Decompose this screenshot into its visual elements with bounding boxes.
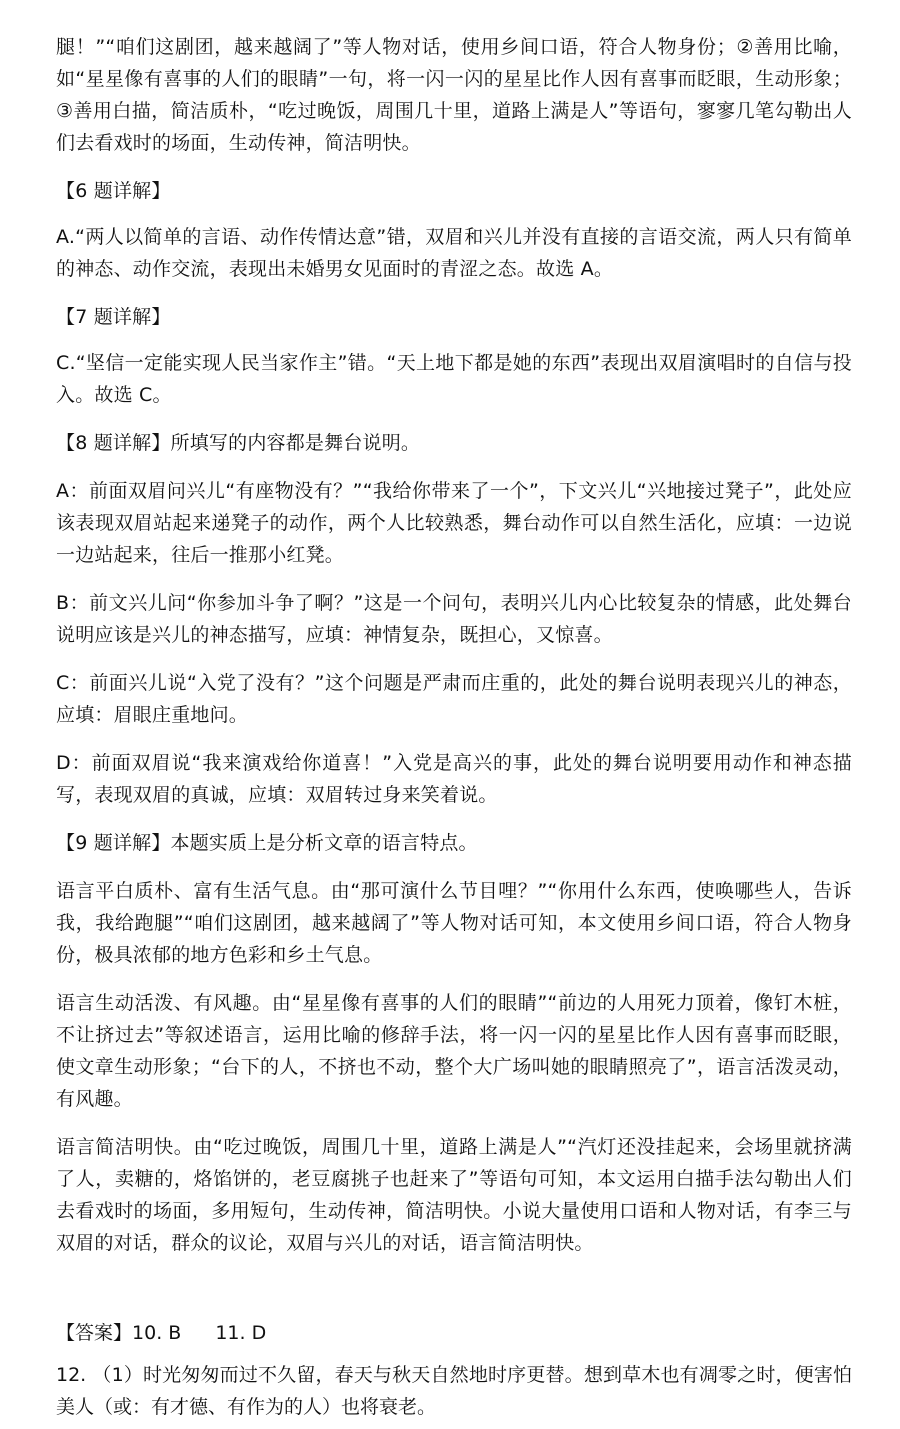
paragraph-q8-c: C：前面兴儿说“入党了没有？”这个问题是严肃而庄重的，此处的舞台说明表现兴儿的神态，应填：眉眼庄重地问。 (56, 672, 852, 726)
paragraph-q8-d: D：前面双眉说“我来演戏给你道喜！”入党是高兴的事，此处的舞台说明要用动作和神态描写，表现双眉的真诚，应填：双眉转过身来笑着说。 (56, 752, 852, 806)
paragraph-q8-a: A：前面双眉问兴儿“有座物没有？”“我给你带来了一个”，下文兴儿“兴地接过凳子”，此处应该表现双眉站起来递凳子的动作，两个人比较熟悉，舞台动作可以自然生活化，应填：一边说一边站起来，往后一推那小红凳。 (56, 480, 852, 566)
section-heading-7: 【7 题详解】 (56, 306, 171, 328)
answer-label: 【答案】 (56, 1322, 133, 1344)
paragraph-q6: A.“两人以简单的言语、动作传情达意”错，双眉和兴儿并没有直接的言语交流，两人只有简单的神态、动作交流，表现出未婚男女见面时的青涩之态。故选 A。 (56, 226, 852, 280)
section-heading-9: 【9 题详解】本题实质上是分析文章的语言特点。 (56, 832, 478, 854)
answer-11: 11. D (215, 1322, 267, 1344)
paragraph-q7: C.“坚信一定能实现人民当家作主”错。“天上地下都是她的东西”表现出双眉演唱时的自信与投入。故选 C。 (56, 352, 852, 406)
section-heading-8: 【8 题详解】所填写的内容都是舞台说明。 (56, 432, 421, 454)
paragraph-q12: 12. （1）时光匆匆而过不久留，春天与秋天自然地时序更替。想到草木也有凋零之时，便害怕美人（或：有才德、有作为的人）也将衰老。 (56, 1364, 852, 1418)
answer-10: 10. B (132, 1322, 182, 1344)
document-page (56, 31, 852, 1423)
paragraph-q8-b: B：前文兴儿问“你参加斗争了啊？”这是一个问句，表明兴儿内心比较复杂的情感，此处舞台说明应该是兴儿的神态描写，应填：神情复杂，既担心，又惊喜。 (56, 592, 852, 646)
paragraph-continuation: 腿！”“咱们这剧团，越来越阔了”等人物对话，使用乡间口语，符合人物身份；②善用比喻，如“星星像有喜事的人们的眼睛”一句，将一闪一闪的星星比作人因有喜事而眨眼，生动形象；③善用白描，简洁质朴，“吃过晚饭，周围几十里，道路上满是人”等语句，寥寥几笔勾勒出人们去看戏时的场面，生动传神，简洁明快。 (56, 36, 852, 154)
answer-line (56, 1317, 852, 1349)
paragraph-q9-c: 语言简洁明快。由“吃过晚饭，周围几十里，道路上满是人”“汽灯还没挂起来，会场里就挤满了人，卖糖的，烙馅饼的，老豆腐挑子也赶来了”等语句可知，本文运用白描手法勾勒出人们去看戏时的场面，多用短句，生动传神，简洁明快。小说大量使用口语和人物对话，有李三与双眉的对话，群众的议论，双眉与兴儿的对话，语言简洁明快。 (56, 1136, 852, 1254)
paragraph-q9-b: 语言生动活泼、有风趣。由“星星像有喜事的人们的眼睛”“前边的人用死力顶着，像钉木桩，不让挤过去”等叙述语言，运用比喻的修辞手法，将一闪一闪的星星比作人因有喜事而眨眼，使文章生动形象；“台下的人，不挤也不动，整个大广场叫她的眼睛照亮了”，语言活泼灵动，有风趣。 (56, 992, 852, 1110)
paragraph-q9-a: 语言平白质朴、富有生活气息。由“那可演什么节目哩？”“你用什么东西，使唤哪些人，告诉我，我给跑腿”“咱们这剧团，越来越阔了”等人物对话可知，本文使用乡间口语，符合人物身份，极具浓郁的地方色彩和乡土气息。 (56, 880, 852, 966)
section-heading-6: 【6 题详解】 (56, 180, 171, 202)
